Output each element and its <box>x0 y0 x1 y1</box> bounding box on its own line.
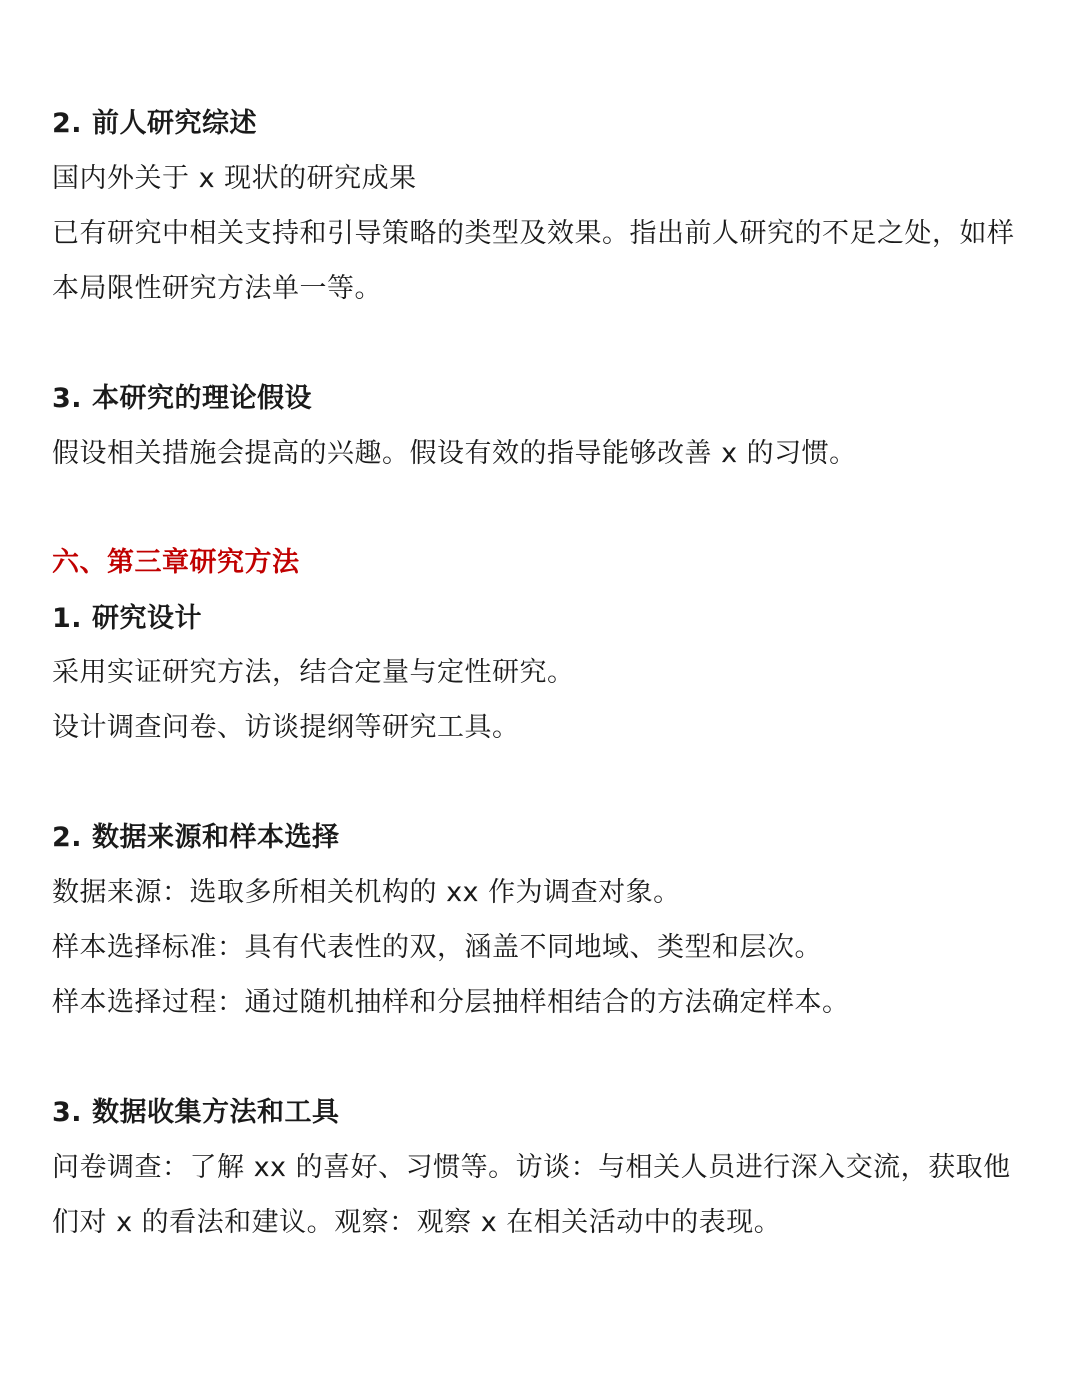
section-heading-research-design: 1. 研究设计 <box>52 603 202 634</box>
section-heading-data-source: 2. 数据来源和样本选择 <box>52 822 340 853</box>
paragraph-line: 们对 x 的看法和建议。观察：观察 x 在相关活动中的表现。 <box>52 1207 782 1238</box>
section-heading-data-collection: 3. 数据收集方法和工具 <box>52 1097 340 1128</box>
section-heading-hypothesis: 3. 本研究的理论假设 <box>52 383 312 414</box>
paragraph-line: 假设相关措施会提高的兴趣。假设有效的指导能够改善 x 的习惯。 <box>52 438 857 469</box>
section-heading-literature-review: 2. 前人研究综述 <box>52 108 257 139</box>
paragraph-line: 数据来源：选取多所相关机构的 xx 作为调查对象。 <box>52 877 681 908</box>
paragraph-line: 已有研究中相关支持和引导策略的类型及效果。指出前人研究的不足之处，如样 <box>52 218 1015 249</box>
chapter-title: 六、第三章研究方法 <box>52 547 300 578</box>
paragraph-line: 国内外关于 x 现状的研究成果 <box>52 163 417 194</box>
paragraph-line: 样本选择过程：通过随机抽样和分层抽样相结合的方法确定样本。 <box>52 987 850 1018</box>
paragraph-line: 设计调查问卷、访谈提纲等研究工具。 <box>52 712 520 743</box>
paragraph-line: 问卷调查：了解 xx 的喜好、习惯等。访谈：与相关人员进行深入交流，获取他 <box>52 1152 1011 1183</box>
paragraph-line: 采用实证研究方法，结合定量与定性研究。 <box>52 657 575 688</box>
paragraph-line: 本局限性研究方法单一等。 <box>52 273 382 304</box>
paragraph-line: 样本选择标准：具有代表性的双，涵盖不同地域、类型和层次。 <box>52 932 822 963</box>
